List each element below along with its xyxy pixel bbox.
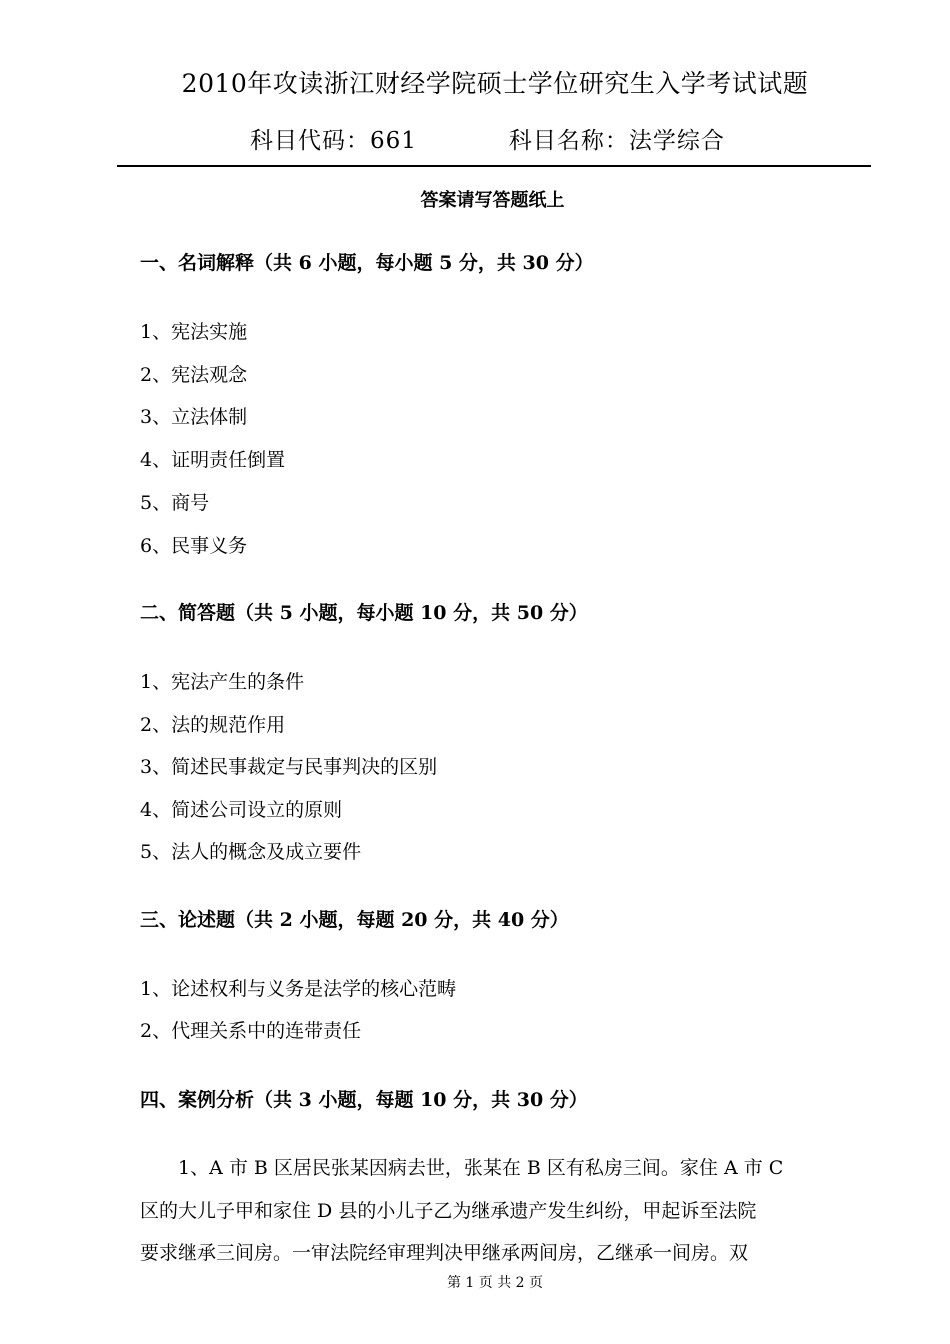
question-item: 5、法人的概念及成立要件 <box>140 841 362 863</box>
header-divider <box>117 165 871 167</box>
section-heading-1: 一、名词解释（共 6 小题，每小题 5 分，共 30 分） <box>140 252 594 274</box>
subject-code: 科目代码：661 <box>250 128 417 154</box>
question-item: 6、民事义务 <box>140 535 248 557</box>
question-item: 1、宪法实施 <box>140 321 248 343</box>
question-item: 5、商号 <box>140 492 210 514</box>
question-item: 1、宪法产生的条件 <box>140 671 305 693</box>
question-item: 2、法的规范作用 <box>140 714 286 736</box>
case-paragraph-line: 区的大儿子甲和家住 D 县的小儿子乙为继承遗产发生纠纷，甲起诉至法院 <box>140 1200 757 1222</box>
answer-instruction: 答案请写答题纸上 <box>420 190 565 211</box>
subject-name: 科目名称：法学综合 <box>508 128 725 154</box>
exam-title: 2010年攻读浙江财经学院硕士学位研究生入学考试试题 <box>181 69 809 98</box>
question-item: 3、立法体制 <box>140 406 248 428</box>
page-footer: 第 1 页 共 2 页 <box>446 1275 544 1291</box>
case-paragraph-line: 要求继承三间房。一审法院经审理判决甲继承两间房，乙继承一间房。双 <box>140 1242 749 1264</box>
question-item: 2、代理关系中的连带责任 <box>140 1020 362 1042</box>
question-item: 3、简述民事裁定与民事判决的区别 <box>140 756 438 778</box>
section-heading-4: 四、案例分析（共 3 小题，每题 10 分，共 30 分） <box>140 1089 588 1111</box>
question-item: 4、证明责任倒置 <box>140 449 286 471</box>
section-heading-3: 三、论述题（共 2 小题，每题 20 分，共 40 分） <box>140 909 569 931</box>
subject-line <box>250 122 725 155</box>
section-heading-2: 二、简答题（共 5 小题，每小题 10 分，共 50 分） <box>140 602 588 624</box>
question-item: 1、论述权利与义务是法学的核心范畴 <box>140 978 457 1000</box>
case-paragraph-line: 1、A 市 B 区居民张某因病去世，张某在 B 区有私房三间。家住 A 市 C <box>140 1157 784 1179</box>
question-item: 2、宪法观念 <box>140 364 248 386</box>
question-item: 4、简述公司设立的原则 <box>140 799 343 821</box>
